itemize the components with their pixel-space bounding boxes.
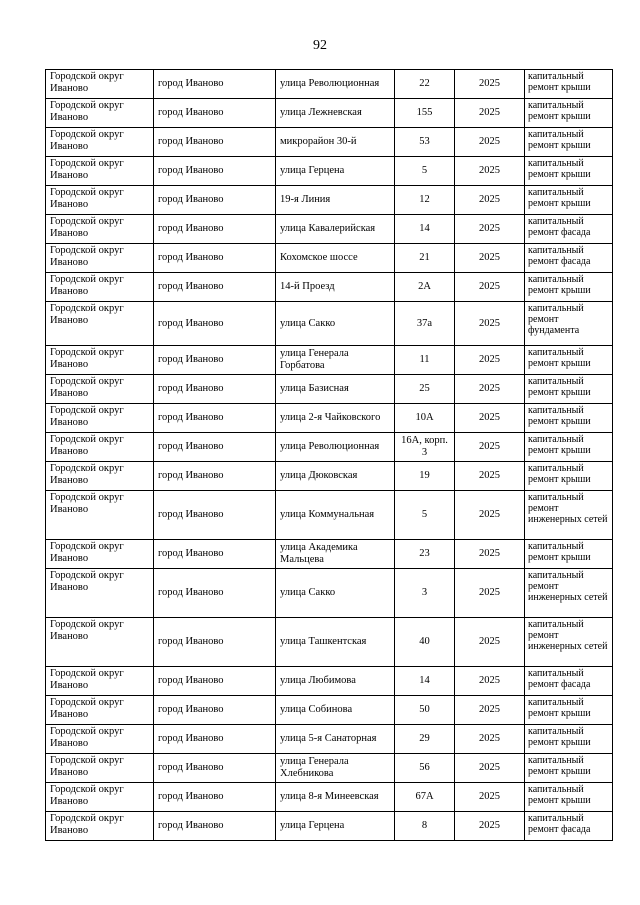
table-row <box>46 696 613 725</box>
work-type-cell: капитальный ремонт фасада <box>525 667 613 696</box>
city-cell: город Иваново <box>154 244 276 273</box>
table-row <box>46 667 613 696</box>
city-cell: город Иваново <box>154 273 276 302</box>
city-cell: город Иваново <box>154 128 276 157</box>
house-number-cell: 12 <box>395 186 455 215</box>
city-cell: город Иваново <box>154 491 276 540</box>
work-type-cell: капитальный ремонт крыши <box>525 433 613 462</box>
district-cell: Городской округ Иваново <box>46 433 154 462</box>
year-cell: 2025 <box>455 215 525 244</box>
table-row <box>46 375 613 404</box>
work-type-cell: капитальный ремонт крыши <box>525 754 613 783</box>
year-cell: 2025 <box>455 754 525 783</box>
street-cell: Кохомское шоссе <box>276 244 395 273</box>
house-number-cell: 5 <box>395 157 455 186</box>
street-cell: улица Дюковская <box>276 462 395 491</box>
street-cell: улица Собинова <box>276 696 395 725</box>
city-cell: город Иваново <box>154 375 276 404</box>
table-row <box>46 70 613 99</box>
street-cell: улица Академика Мальцева <box>276 540 395 569</box>
work-type-cell: капитальный ремонт крыши <box>525 273 613 302</box>
year-cell: 2025 <box>455 375 525 404</box>
work-type-cell: капитальный ремонт крыши <box>525 186 613 215</box>
district-cell: Городской округ Иваново <box>46 540 154 569</box>
work-type-cell: капитальный ремонт фасада <box>525 215 613 244</box>
year-cell: 2025 <box>455 346 525 375</box>
district-cell: Городской округ Иваново <box>46 667 154 696</box>
district-cell: Городской округ Иваново <box>46 157 154 186</box>
city-cell: город Иваново <box>154 754 276 783</box>
table-row <box>46 725 613 754</box>
work-type-cell: капитальный ремонт фасада <box>525 812 613 841</box>
table-row <box>46 404 613 433</box>
district-cell: Городской округ Иваново <box>46 186 154 215</box>
work-type-cell: капитальный ремонт крыши <box>525 375 613 404</box>
street-cell: 14-й Проезд <box>276 273 395 302</box>
street-cell: улица Любимова <box>276 667 395 696</box>
city-cell: город Иваново <box>154 618 276 667</box>
table-row <box>46 540 613 569</box>
street-cell: улица 5-я Санаторная <box>276 725 395 754</box>
year-cell: 2025 <box>455 273 525 302</box>
table-body <box>46 70 613 841</box>
year-cell: 2025 <box>455 99 525 128</box>
city-cell: город Иваново <box>154 783 276 812</box>
street-cell: улица Генерала Хлебникова <box>276 754 395 783</box>
house-number-cell: 8 <box>395 812 455 841</box>
street-cell: улица Ташкентская <box>276 618 395 667</box>
city-cell: город Иваново <box>154 404 276 433</box>
street-cell: улица Базисная <box>276 375 395 404</box>
house-number-cell: 14 <box>395 667 455 696</box>
work-type-cell: капитальный ремонт инженерных сетей <box>525 618 613 667</box>
year-cell: 2025 <box>455 302 525 346</box>
year-cell: 2025 <box>455 244 525 273</box>
work-type-cell: капитальный ремонт крыши <box>525 540 613 569</box>
year-cell: 2025 <box>455 157 525 186</box>
district-cell: Городской округ Иваново <box>46 302 154 346</box>
house-number-cell: 10А <box>395 404 455 433</box>
city-cell: город Иваново <box>154 157 276 186</box>
city-cell: город Иваново <box>154 99 276 128</box>
work-type-cell: капитальный ремонт крыши <box>525 404 613 433</box>
year-cell: 2025 <box>455 540 525 569</box>
house-number-cell: 22 <box>395 70 455 99</box>
district-cell: Городской округ Иваново <box>46 215 154 244</box>
house-number-cell: 56 <box>395 754 455 783</box>
house-number-cell: 11 <box>395 346 455 375</box>
city-cell: город Иваново <box>154 812 276 841</box>
table-row <box>46 491 613 540</box>
street-cell: 19-я Линия <box>276 186 395 215</box>
year-cell: 2025 <box>455 186 525 215</box>
street-cell: улица Сакко <box>276 302 395 346</box>
work-type-cell: капитальный ремонт крыши <box>525 783 613 812</box>
table-row <box>46 462 613 491</box>
district-cell: Городской округ Иваново <box>46 70 154 99</box>
work-type-cell: капитальный ремонт крыши <box>525 70 613 99</box>
year-cell: 2025 <box>455 462 525 491</box>
house-number-cell: 2А <box>395 273 455 302</box>
district-cell: Городской округ Иваново <box>46 404 154 433</box>
district-cell: Городской округ Иваново <box>46 346 154 375</box>
city-cell: город Иваново <box>154 433 276 462</box>
table-row <box>46 754 613 783</box>
district-cell: Городской округ Иваново <box>46 99 154 128</box>
work-type-cell: капитальный ремонт крыши <box>525 99 613 128</box>
table-row <box>46 812 613 841</box>
district-cell: Городской округ Иваново <box>46 569 154 618</box>
house-number-cell: 67А <box>395 783 455 812</box>
table-row <box>46 215 613 244</box>
district-cell: Городской округ Иваново <box>46 783 154 812</box>
street-cell: улица 2-я Чайковского <box>276 404 395 433</box>
street-cell: улица Кавалерийская <box>276 215 395 244</box>
year-cell: 2025 <box>455 812 525 841</box>
year-cell: 2025 <box>455 667 525 696</box>
district-cell: Городской округ Иваново <box>46 244 154 273</box>
table-row <box>46 433 613 462</box>
year-cell: 2025 <box>455 70 525 99</box>
year-cell: 2025 <box>455 491 525 540</box>
work-type-cell: капитальный ремонт крыши <box>525 346 613 375</box>
table-row <box>46 186 613 215</box>
work-type-cell: капитальный ремонт фасада <box>525 244 613 273</box>
street-cell: улица Лежневская <box>276 99 395 128</box>
page-number: 92 <box>313 38 327 53</box>
work-type-cell: капитальный ремонт крыши <box>525 128 613 157</box>
work-type-cell: капитальный ремонт фундамента <box>525 302 613 346</box>
city-cell: город Иваново <box>154 667 276 696</box>
year-cell: 2025 <box>455 128 525 157</box>
house-number-cell: 40 <box>395 618 455 667</box>
house-number-cell: 21 <box>395 244 455 273</box>
table-row <box>46 157 613 186</box>
year-cell: 2025 <box>455 404 525 433</box>
district-cell: Городской округ Иваново <box>46 754 154 783</box>
year-cell: 2025 <box>455 783 525 812</box>
street-cell: улица Герцена <box>276 157 395 186</box>
house-number-cell: 5 <box>395 491 455 540</box>
table-row <box>46 618 613 667</box>
city-cell: город Иваново <box>154 569 276 618</box>
table-row <box>46 783 613 812</box>
city-cell: город Иваново <box>154 70 276 99</box>
table-row <box>46 128 613 157</box>
year-cell: 2025 <box>455 433 525 462</box>
district-cell: Городской округ Иваново <box>46 375 154 404</box>
house-number-cell: 25 <box>395 375 455 404</box>
street-cell: улица Революционная <box>276 70 395 99</box>
house-number-cell: 50 <box>395 696 455 725</box>
district-cell: Городской округ Иваново <box>46 725 154 754</box>
work-type-cell: капитальный ремонт инженерных сетей <box>525 569 613 618</box>
repair-schedule-table <box>45 69 613 841</box>
house-number-cell: 16А, корп. 3 <box>395 433 455 462</box>
work-type-cell: капитальный ремонт инженерных сетей <box>525 491 613 540</box>
district-cell: Городской округ Иваново <box>46 696 154 725</box>
street-cell: улица 8-я Минеевская <box>276 783 395 812</box>
street-cell: улица Генерала Горбатова <box>276 346 395 375</box>
work-type-cell: капитальный ремонт крыши <box>525 725 613 754</box>
year-cell: 2025 <box>455 569 525 618</box>
street-cell: улица Коммунальная <box>276 491 395 540</box>
city-cell: город Иваново <box>154 302 276 346</box>
city-cell: город Иваново <box>154 215 276 244</box>
city-cell: город Иваново <box>154 186 276 215</box>
house-number-cell: 3 <box>395 569 455 618</box>
street-cell: улица Сакко <box>276 569 395 618</box>
district-cell: Городской округ Иваново <box>46 462 154 491</box>
work-type-cell: капитальный ремонт крыши <box>525 462 613 491</box>
district-cell: Городской округ Иваново <box>46 273 154 302</box>
house-number-cell: 14 <box>395 215 455 244</box>
table-row <box>46 273 613 302</box>
house-number-cell: 37а <box>395 302 455 346</box>
table-row <box>46 99 613 128</box>
district-cell: Городской округ Иваново <box>46 812 154 841</box>
city-cell: город Иваново <box>154 725 276 754</box>
city-cell: город Иваново <box>154 696 276 725</box>
street-cell: микрорайон 30-й <box>276 128 395 157</box>
house-number-cell: 53 <box>395 128 455 157</box>
table-row <box>46 244 613 273</box>
work-type-cell: капитальный ремонт крыши <box>525 696 613 725</box>
city-cell: город Иваново <box>154 462 276 491</box>
street-cell: улица Революционная <box>276 433 395 462</box>
district-cell: Городской округ Иваново <box>46 618 154 667</box>
year-cell: 2025 <box>455 725 525 754</box>
year-cell: 2025 <box>455 618 525 667</box>
house-number-cell: 19 <box>395 462 455 491</box>
table-row <box>46 569 613 618</box>
district-cell: Городской округ Иваново <box>46 128 154 157</box>
table-row <box>46 346 613 375</box>
year-cell: 2025 <box>455 696 525 725</box>
house-number-cell: 155 <box>395 99 455 128</box>
district-cell: Городской округ Иваново <box>46 491 154 540</box>
city-cell: город Иваново <box>154 540 276 569</box>
house-number-cell: 23 <box>395 540 455 569</box>
house-number-cell: 29 <box>395 725 455 754</box>
street-cell: улица Герцена <box>276 812 395 841</box>
work-type-cell: капитальный ремонт крыши <box>525 157 613 186</box>
table-row <box>46 302 613 346</box>
city-cell: город Иваново <box>154 346 276 375</box>
